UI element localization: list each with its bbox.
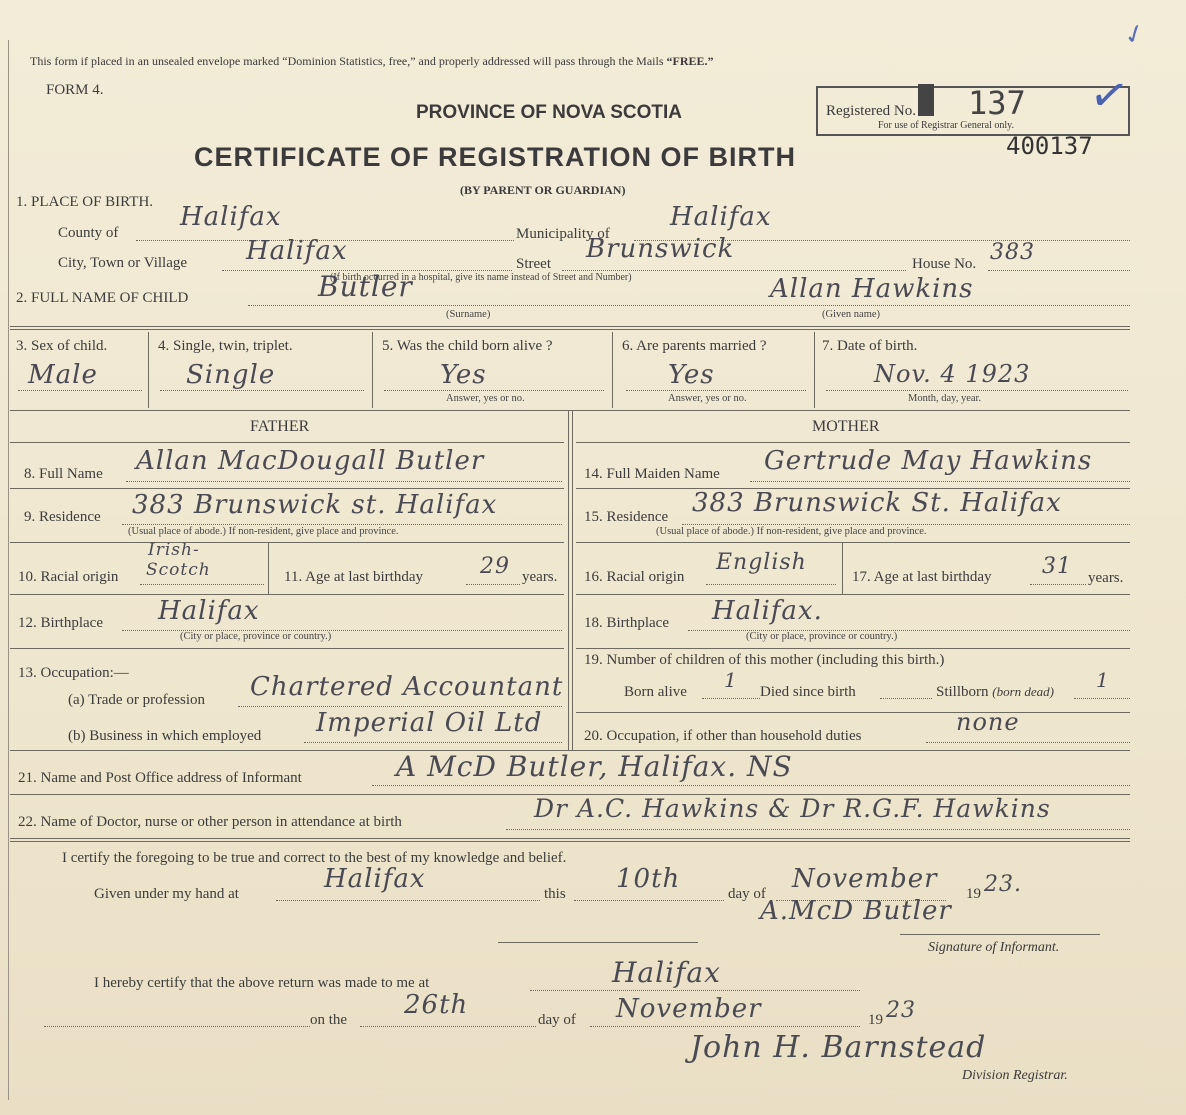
date-of-birth-label: 7. Date of birth. bbox=[822, 338, 918, 354]
given-month-value: November bbox=[792, 864, 938, 894]
father-heading: FATHER bbox=[250, 418, 310, 435]
this-label: this bbox=[544, 886, 566, 902]
mail-notice bbox=[30, 54, 714, 69]
surname-caption: (Surname) bbox=[446, 309, 491, 320]
mother-children-label: 19. Number of children of this mother (including this birth.) bbox=[584, 652, 945, 668]
mother-name-label: 14. Full Maiden Name bbox=[584, 466, 720, 482]
city-value: Halifax bbox=[246, 236, 348, 266]
registration-month-value: November bbox=[616, 994, 762, 1024]
plurality-label: 4. Single, twin, triplet. bbox=[158, 338, 293, 354]
father-birthplace-caption: (City or place, province or country.) bbox=[180, 631, 332, 642]
mother-age-label: 17. Age at last birthday bbox=[852, 569, 992, 585]
given-place-value: Halifax bbox=[324, 864, 426, 894]
informant-value: A McD Butler, Halifax. NS bbox=[396, 750, 793, 783]
page-left-border bbox=[8, 40, 9, 1100]
checkmark-icon: ✓ bbox=[1085, 65, 1133, 125]
father-age-value: 29 bbox=[480, 554, 510, 579]
born-alive-count: 1 bbox=[724, 668, 738, 692]
house-number-label: House No. bbox=[912, 256, 977, 272]
certificate-subtitle: (BY PARENT OR GUARDIAN) bbox=[460, 183, 626, 197]
sex-label: 3. Sex of child. bbox=[16, 338, 108, 354]
day-of-label: day of bbox=[728, 886, 766, 902]
father-years-label: years. bbox=[522, 569, 558, 585]
mother-residence-caption: (Usual place of abode.) If non-resident, give place and province. bbox=[656, 526, 927, 537]
father-racial-label: 10. Racial origin bbox=[18, 569, 119, 585]
certificate-title: CERTIFICATE OF REGISTRATION OF BIRTH bbox=[194, 142, 796, 172]
pencil-mark-icon: ✓ bbox=[1119, 17, 1150, 52]
registration-stamp-mark bbox=[918, 84, 934, 116]
stillborn-label bbox=[936, 684, 1054, 701]
mother-residence-value: 383 Brunswick St. Halifax bbox=[692, 488, 1062, 518]
given-name-caption: (Given name) bbox=[822, 309, 881, 320]
father-birthplace-value: Halifax bbox=[158, 596, 260, 626]
married-answer: Yes bbox=[668, 360, 715, 390]
county-value: Halifax bbox=[180, 202, 282, 232]
father-name-value: Allan MacDougall Butler bbox=[136, 446, 485, 476]
informant-signature: A.McD Butler bbox=[760, 896, 952, 926]
mother-birthplace-label: 18. Birthplace bbox=[584, 615, 669, 631]
registrar-caption: Division Registrar. bbox=[962, 1068, 1068, 1083]
mail-notice-text: This form if placed in an unsealed envelope marked “Dominion Statistics, free,” and properly addressed will pass through the Mails bbox=[30, 54, 664, 68]
province-heading: PROVINCE OF NOVA SCOTIA bbox=[416, 102, 683, 123]
municipality-label: Municipality of bbox=[516, 226, 610, 242]
date-of-birth-caption: Month, day, year. bbox=[908, 393, 982, 404]
father-trade-label: (a) Trade or profession bbox=[68, 692, 206, 708]
father-racial-line2: Scotch bbox=[146, 560, 211, 580]
registrar-note: For use of Registrar General only. bbox=[878, 120, 1014, 131]
registered-label: Registered No. bbox=[826, 103, 916, 119]
mother-occupation-label: 20. Occupation, if other than household duties bbox=[584, 728, 862, 744]
mother-racial-value: English bbox=[716, 550, 807, 575]
stillborn-label-text: Stillborn bbox=[936, 684, 989, 700]
house-number-value: 383 bbox=[990, 240, 1035, 265]
registration-day-value: 26th bbox=[404, 990, 469, 1020]
father-business-label: (b) Business in which employed bbox=[68, 728, 262, 744]
doctor-label: 22. Name of Doctor, nurse or other person in attendance at birth bbox=[18, 814, 402, 830]
father-age-label: 11. Age at last birthday bbox=[284, 569, 423, 585]
mother-occupation-value: none bbox=[956, 708, 1020, 736]
mother-birthplace-caption: (City or place, province or country.) bbox=[746, 631, 898, 642]
informant-label: 21. Name and Post Office address of Informant bbox=[18, 770, 302, 786]
father-business-value: Imperial Oil Ltd bbox=[316, 708, 543, 738]
mail-notice-free: “FREE.” bbox=[666, 54, 714, 68]
father-name-label: 8. Full Name bbox=[24, 466, 103, 482]
year-prefix: 19 bbox=[966, 886, 981, 902]
mother-residence-label: 15. Residence bbox=[584, 509, 669, 525]
county-label: County of bbox=[58, 225, 119, 241]
mother-heading: MOTHER bbox=[812, 418, 880, 435]
born-alive-count-label: Born alive bbox=[624, 684, 687, 700]
file-number: 400137 bbox=[1006, 132, 1093, 160]
plurality-value: Single bbox=[186, 360, 276, 390]
registered-number: 137 bbox=[968, 84, 1026, 122]
registrar-signature: John H. Barnstead bbox=[690, 1030, 987, 1065]
doctor-value: Dr A.C. Hawkins & Dr R.G.F. Hawkins bbox=[534, 794, 1051, 823]
stillborn-note: (born dead) bbox=[992, 684, 1055, 699]
born-alive-question: 5. Was the child born alive ? bbox=[382, 338, 553, 354]
mother-years-label: years. bbox=[1088, 570, 1124, 586]
married-question: 6. Are parents married ? bbox=[622, 338, 767, 354]
mother-racial-label: 16. Racial origin bbox=[584, 569, 685, 585]
given-year-value: 23. bbox=[984, 872, 1022, 897]
street-label: Street bbox=[516, 256, 551, 272]
father-residence-value: 383 Brunswick st. Halifax bbox=[132, 490, 498, 520]
child-name-label: 2. FULL NAME OF CHILD bbox=[16, 290, 189, 306]
child-surname: Butler bbox=[318, 270, 413, 303]
mother-birthplace-value: Halifax. bbox=[712, 596, 823, 626]
born-alive-caption: Answer, yes or no. bbox=[446, 393, 525, 404]
form-number: FORM 4. bbox=[46, 82, 104, 98]
child-given-name: Allan Hawkins bbox=[770, 274, 974, 304]
sex-value: Male bbox=[28, 360, 98, 390]
father-trade-value: Chartered Accountant bbox=[250, 672, 564, 702]
date-of-birth-value: Nov. 4 1923 bbox=[874, 360, 1031, 388]
hospital-note: (If birth occurred in a hospital, give its name instead of Street and Number) bbox=[330, 272, 632, 283]
father-residence-label: 9. Residence bbox=[24, 509, 101, 525]
city-label: City, Town or Village bbox=[58, 255, 188, 271]
father-occupation-label: 13. Occupation:— bbox=[18, 665, 129, 681]
on-the-label: on the bbox=[310, 1012, 348, 1028]
married-caption: Answer, yes or no. bbox=[668, 393, 747, 404]
registrar-statement: I hereby certify that the above return was made to me at bbox=[94, 975, 430, 991]
place-of-birth-heading: 1. PLACE OF BIRTH. bbox=[16, 194, 154, 210]
certification-statement: I certify the foregoing to be true and correct to the best of my knowledge and belief. bbox=[62, 850, 567, 866]
given-day-value: 10th bbox=[616, 864, 681, 894]
father-residence-caption: (Usual place of abode.) If non-resident, give place and province. bbox=[128, 526, 399, 537]
municipality-value: Halifax bbox=[670, 202, 772, 232]
informant-signature-caption: Signature of Informant. bbox=[928, 940, 1060, 955]
mother-name-value: Gertrude May Hawkins bbox=[764, 446, 1093, 476]
given-under-hand-label: Given under my hand at bbox=[94, 886, 239, 902]
registration-day-of-label: day of bbox=[538, 1012, 576, 1028]
registration-place-value: Halifax bbox=[612, 956, 721, 989]
registration-year-prefix: 19 bbox=[868, 1012, 883, 1028]
street-value: Brunswick bbox=[586, 234, 735, 264]
father-birthplace-label: 12. Birthplace bbox=[18, 615, 103, 631]
stillborn-count: 1 bbox=[1096, 668, 1110, 692]
father-racial-line1: Irish- bbox=[148, 540, 200, 560]
born-alive-answer: Yes bbox=[440, 360, 487, 390]
died-since-birth-label: Died since birth bbox=[760, 684, 856, 700]
registration-year-value: 23 bbox=[886, 998, 916, 1023]
mother-age-value: 31 bbox=[1042, 554, 1072, 579]
